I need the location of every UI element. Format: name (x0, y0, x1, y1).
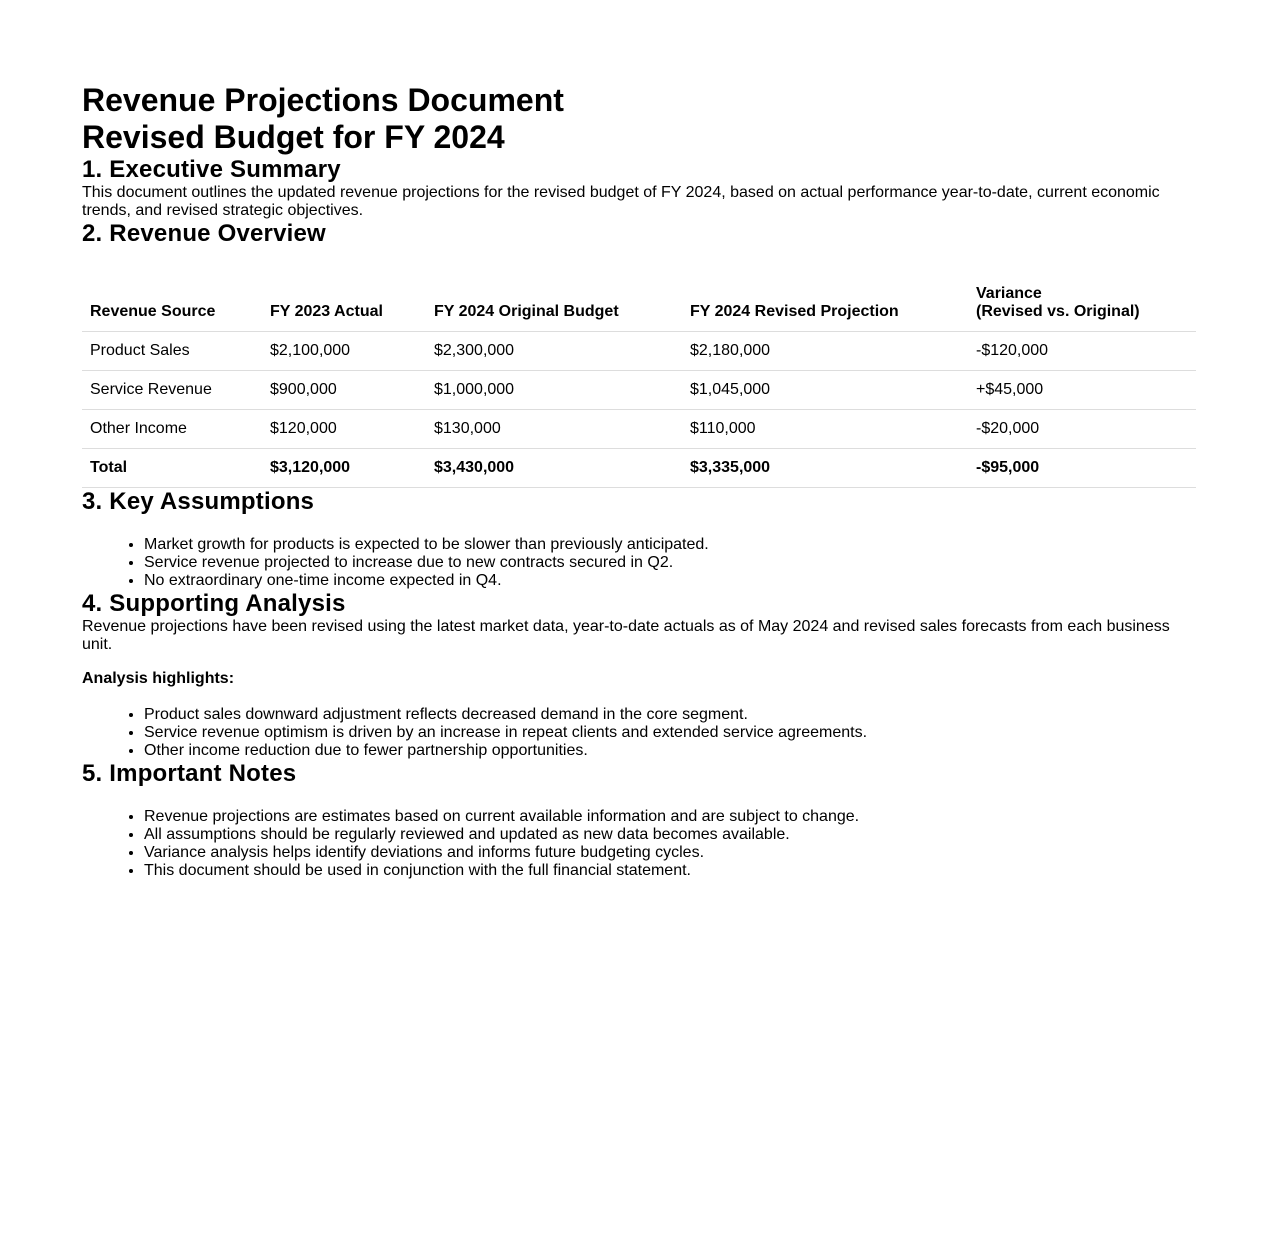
header-fy2024-original: FY 2024 Original Budget (426, 278, 682, 332)
total-original: $3,430,000 (426, 449, 682, 488)
table-row (82, 410, 1196, 449)
key-assumptions-list (82, 536, 1196, 590)
list-item: • Revenue projections are estimates based on current available information and are subject to change. (144, 808, 1196, 826)
executive-summary-text: This document outlines the updated revenue projections for the revised budget of FY 2024, based on actual performance year-to-date, current economic trends, and revised strategic objectives. (82, 184, 1160, 219)
revenue-overview-heading: 2. Revenue Overview (82, 220, 326, 247)
total-fy2023: $3,120,000 (262, 449, 426, 488)
cell-original: $2,300,000 (426, 332, 682, 371)
list-item: • This document should be used in conjunction with the full financial statement. (144, 862, 1196, 880)
header-variance (968, 278, 1196, 332)
cell-fy2023: $2,100,000 (262, 332, 426, 371)
important-notes-heading: 5. Important Notes (82, 760, 297, 787)
list-item: • Service revenue projected to increase due to new contracts secured in Q2. (144, 554, 1196, 572)
list-item: • Market growth for products is expected to be slower than previously anticipated. (144, 536, 1196, 554)
important-notes-list (82, 808, 1196, 880)
header-revenue-source: Revenue Source (82, 278, 262, 332)
revenue-table (82, 278, 1196, 488)
cell-variance: -$120,000 (968, 332, 1196, 371)
title-line-1: Revenue Projections Document (82, 82, 564, 118)
list-item: • No extraordinary one-time income expected in Q4. (144, 572, 1196, 590)
header-fy2023-actual: FY 2023 Actual (262, 278, 426, 332)
cell-revised: $2,180,000 (682, 332, 968, 371)
cell-original: $130,000 (426, 410, 682, 449)
cell-revised: $1,045,000 (682, 371, 968, 410)
cell-revised: $110,000 (682, 410, 968, 449)
header-fy2024-revised: FY 2024 Revised Projection (682, 278, 968, 332)
list-item: • Service revenue optimism is driven by an increase in repeat clients and extended service agreements. (144, 724, 1196, 742)
cell-source: Product Sales (82, 332, 262, 371)
cell-source: Other Income (82, 410, 262, 449)
executive-summary-heading: 1. Executive Summary (82, 156, 341, 183)
title-line-2: Revised Budget for FY 2024 (82, 119, 505, 155)
key-assumptions-heading: 3. Key Assumptions (82, 488, 315, 515)
table-row (82, 371, 1196, 410)
analysis-highlights-list (82, 706, 1196, 760)
total-source: Total (82, 449, 262, 488)
list-item: • Product sales downward adjustment reflects decreased demand in the core segment. (144, 706, 1196, 724)
analysis-highlights-label: Analysis highlights: (82, 670, 235, 687)
cell-variance: +$45,000 (968, 371, 1196, 410)
table-header-row (82, 278, 1196, 332)
supporting-analysis-heading: 4. Supporting Analysis (82, 590, 346, 617)
cell-variance: -$20,000 (968, 410, 1196, 449)
header-variance-line-2: (Revised vs. Original) (976, 303, 1140, 320)
cell-original: $1,000,000 (426, 371, 682, 410)
list-item: • Variance analysis helps identify deviations and informs future budgeting cycles. (144, 844, 1196, 862)
total-revised: $3,335,000 (682, 449, 968, 488)
table-total-row (82, 449, 1196, 488)
list-item: • Other income reduction due to fewer partnership opportunities. (144, 742, 1196, 760)
document-title (82, 82, 1196, 156)
total-variance: -$95,000 (968, 449, 1196, 488)
list-item: • All assumptions should be regularly reviewed and updated as new data becomes available. (144, 826, 1196, 844)
cell-fy2023: $900,000 (262, 371, 426, 410)
cell-source: Service Revenue (82, 371, 262, 410)
header-variance-line-1: Variance (976, 285, 1042, 302)
table-row (82, 332, 1196, 371)
supporting-analysis-text: Revenue projections have been revised using the latest market data, year-to-date actuals as of May 2024 and revised sales forecasts from each business unit. (82, 618, 1170, 653)
cell-fy2023: $120,000 (262, 410, 426, 449)
